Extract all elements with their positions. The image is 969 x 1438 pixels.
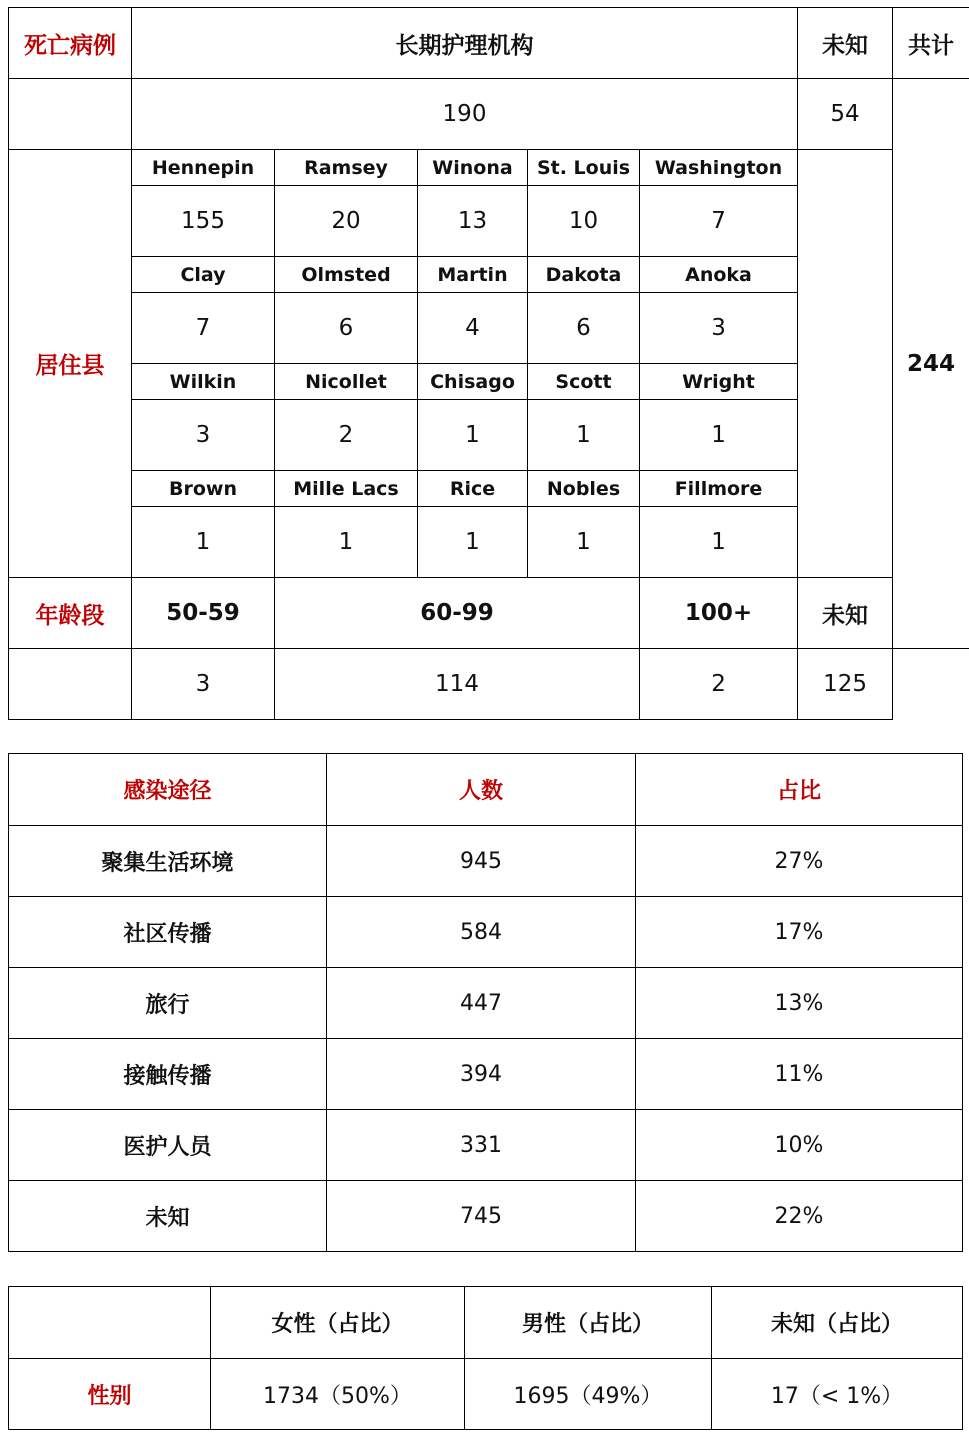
female-header: 女性（占比） [211,1287,465,1359]
age-group-value: 114 [275,649,640,720]
county-name: Anoka [640,257,798,293]
age-group-label: 未知 [798,578,893,649]
route-pct: 22% [636,1181,963,1252]
age-group-value: 2 [640,649,798,720]
transmission-header: 感染途径 [9,754,327,826]
route-count: 394 [327,1039,636,1110]
county-name: Rice [418,471,528,507]
age-label: 年龄段 [9,578,132,649]
empty-cell [9,1287,211,1359]
route-pct: 10% [636,1110,963,1181]
county-name: Chisago [418,364,528,400]
county-value: 1 [528,400,640,471]
county-name: Nobles [528,471,640,507]
county-value: 10 [528,186,640,257]
age-group-label: 50-59 [132,578,275,649]
route-label: 旅行 [9,968,327,1039]
gender-label: 性别 [9,1359,211,1430]
male-value: 1695（49%） [465,1359,712,1430]
county-name: Wilkin [132,364,275,400]
route-label: 社区传播 [9,897,327,968]
county-value: 1 [528,507,640,578]
route-count: 584 [327,897,636,968]
county-name: Winona [418,150,528,186]
county-name: Washington [640,150,798,186]
county-value: 13 [418,186,528,257]
county-name: Scott [528,364,640,400]
county-label: 居住县 [9,150,132,578]
gender-table [8,1286,963,1430]
county-value: 2 [275,400,418,471]
empty-cell [9,649,132,720]
county-value: 7 [640,186,798,257]
route-pct: 27% [636,826,963,897]
county-value: 1 [275,507,418,578]
route-label: 接触传播 [9,1039,327,1110]
long-term-care-header: 长期护理机构 [132,8,798,79]
county-name: Dakota [528,257,640,293]
route-pct: 17% [636,897,963,968]
age-group-label: 60-99 [275,578,640,649]
county-name: Fillmore [640,471,798,507]
county-value: 1 [418,507,528,578]
unknown-value: 54 [798,79,893,150]
county-name: Nicollet [275,364,418,400]
county-value: 6 [528,293,640,364]
route-count: 945 [327,826,636,897]
age-group-value: 3 [132,649,275,720]
county-value: 1 [132,507,275,578]
pct-header: 占比 [636,754,963,826]
male-header: 男性（占比） [465,1287,712,1359]
county-name: Olmsted [275,257,418,293]
county-name: Clay [132,257,275,293]
county-name: Martin [418,257,528,293]
county-value: 20 [275,186,418,257]
count-header: 人数 [327,754,636,826]
route-count: 745 [327,1181,636,1252]
age-group-label: 100+ [640,578,798,649]
empty-cell [9,79,132,150]
county-value: 3 [132,400,275,471]
route-pct: 11% [636,1039,963,1110]
county-name: Mille Lacs [275,471,418,507]
transmission-table [8,753,963,1252]
route-count: 447 [327,968,636,1039]
deaths-title: 死亡病例 [9,8,132,79]
county-value: 4 [418,293,528,364]
county-name: Hennepin [132,150,275,186]
total-value: 244 [893,79,969,649]
route-label: 聚集生活环境 [9,826,327,897]
female-value: 1734（50%） [211,1359,465,1430]
unknown-header: 未知 [798,8,893,79]
county-value: 155 [132,186,275,257]
county-name: Ramsey [275,150,418,186]
age-group-value: 125 [798,649,893,720]
county-value: 1 [640,400,798,471]
route-label: 未知 [9,1181,327,1252]
route-pct: 13% [636,968,963,1039]
route-count: 331 [327,1110,636,1181]
county-name: Brown [132,471,275,507]
unknown-gender-header: 未知（占比） [712,1287,963,1359]
county-name: Wright [640,364,798,400]
county-value: 3 [640,293,798,364]
unknown-gender-value: 17（< 1%） [712,1359,963,1430]
county-name: St. Louis [528,150,640,186]
empty-cell [893,649,969,720]
county-value: 7 [132,293,275,364]
empty-cell [798,150,893,578]
county-value: 6 [275,293,418,364]
route-label: 医护人员 [9,1110,327,1181]
county-value: 1 [418,400,528,471]
deaths-table [8,7,969,720]
total-header: 共计 [893,8,969,79]
county-value: 1 [640,507,798,578]
long-term-care-value: 190 [132,79,798,150]
